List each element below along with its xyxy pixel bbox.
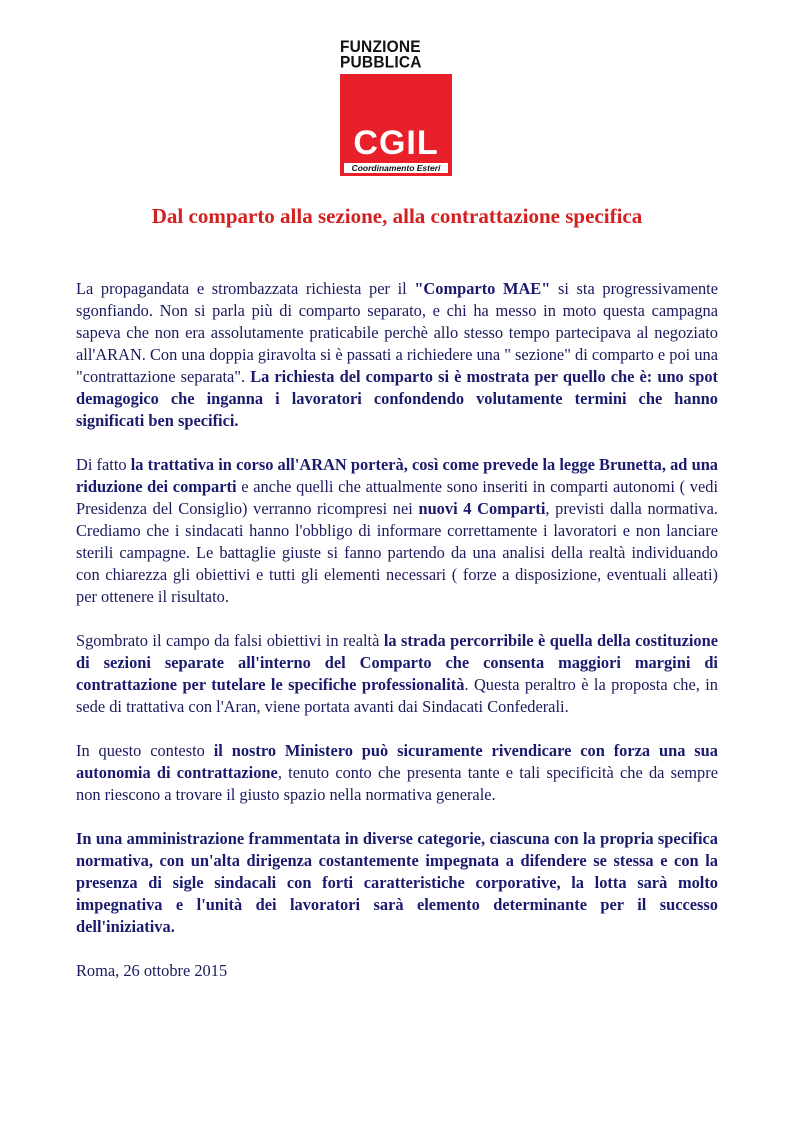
p5-bold-1: In una amministrazione frammentata in diverse categorie, ciascuna con la propria specifica normativa, con un'alta dirigenza costantemente impegnata a difendere se stessa e con la presenza di sigle sindacali con forti caratteristiche corporative, la lotta sarà molto impegnativa e l'unità dei lavoratori sarà elemento determinante per il successo dell'iniziativa. xyxy=(76,829,718,936)
p3-text-1: Sgombrato il campo da falsi obiettivi in realtà xyxy=(76,631,384,650)
document-body xyxy=(76,278,718,1004)
p3-text-2: . Questa peraltro è la proposta che, in sede di trattativa con l'Aran, viene portata avanti dai Sindacati Confederali. xyxy=(76,675,718,716)
paragraph-2 xyxy=(76,454,718,608)
p1-bold-1: "Comparto MAE" xyxy=(414,279,551,298)
logo-cgil-text: CGIL xyxy=(353,124,439,162)
logo-wordmark xyxy=(340,37,452,72)
paragraph-5 xyxy=(76,828,718,938)
paragraph-4 xyxy=(76,740,718,806)
p1-text-2: si sta progressivamente sgonfiando. Non si parla più di comparto separato, e chi ha messo in moto questa campagna sapeva che non era assolutamente praticabile perchè allo stesso tempo partecipava al negoziato all'ARAN. Con una doppia giravolta si è passati a richiedere una " sezione" di comparto e poi una "contrattazione separata". xyxy=(76,279,719,386)
p2-bold-1: la trattativa in corso all'ARAN porterà, così come prevede la legge Brunetta, ad una riduzione dei comparti xyxy=(76,455,718,496)
p2-text-2: e anche quelli che attualmente sono inseriti in comparti autonomi ( vedi Presidenza del Consiglio) verranno ricompresi nei xyxy=(76,477,718,518)
p2-bold-2: nuovi 4 Comparti xyxy=(418,499,546,518)
p4-text-1: In questo contesto xyxy=(76,741,214,760)
p1-bold-2: La richiesta del comparto si è mostrata per quello che è: uno spot demagogico che inganna i lavoratori confondendo volutamente termini che hanno significati ben specifici. xyxy=(76,367,718,430)
document-date: Roma, 26 ottobre 2015 xyxy=(76,961,228,980)
logo-subtitle: Coordinamento Esteri xyxy=(344,163,448,173)
p1-text-1: La propagandata e strombazzata richiesta per il xyxy=(76,279,415,298)
paragraph-3 xyxy=(76,630,718,718)
page-title: Dal comparto alla sezione, alla contrattazione specifica xyxy=(151,204,643,228)
logo-line-pubblica: PUBBLICA xyxy=(340,53,422,72)
p2-text-3: , previsti dalla normativa. Crediamo che i sindacati hanno l'obbligo di informare correttamente i lavoratori e non lanciare sterili campagne. Le battaglie giuste si fanno partendo da una analisi della realtà individuando con chiarezza gli obiettivi e tutti gli elementi necessari ( forze a disposizione, eventuali alleati) per ottenere il risultato. xyxy=(76,499,718,606)
p3-bold-1: la strada percorribile è quella della costituzione di sezioni separate all'interno del Comparto che consenta maggiori margini di contrattazione per tutelare le specifiche professionalità xyxy=(76,631,718,694)
p2-text-1: Di fatto xyxy=(76,455,131,474)
logo-line-funzione: FUNZIONE xyxy=(340,37,421,57)
paragraph-1 xyxy=(76,278,718,432)
p4-text-2: , tenuto conto che presenta tante e tali specificità che da sempre non riescono a trovare il giusto spazio nella normativa generale. xyxy=(76,763,718,804)
p4-bold-1: il nostro Ministero può sicuramente rivendicare con forza una sua autonomia di contrattazione xyxy=(76,741,718,782)
logo-red-square xyxy=(340,74,452,176)
fp-cgil-logo xyxy=(340,37,452,176)
